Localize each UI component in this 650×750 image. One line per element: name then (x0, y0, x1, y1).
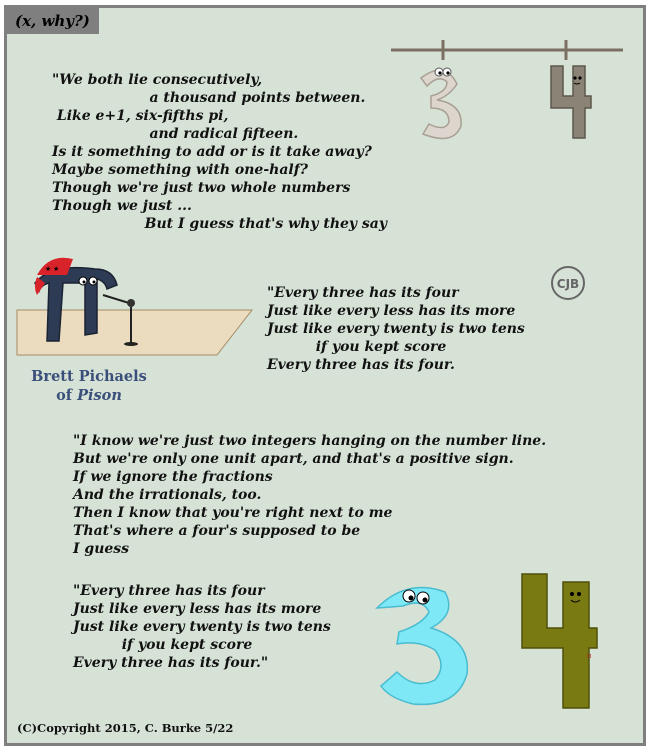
lyrics-chorus-1: "Every three has its four Just like every less has its more Just like every twenty is two tens if you kept score Every three has its four. (267, 285, 525, 373)
author-logo (549, 264, 587, 302)
lyrics-chorus-2: "Every three has its four Just like every less has its more Just like every twenty is two tens if you kept score Every three has its four." (73, 583, 331, 671)
comic-panel (4, 5, 646, 746)
svg-text:★ ★: ★ ★ (45, 265, 60, 273)
lyrics-stanza-1: "We both lie consecutively, a thousand points between. Like e+1, six-fifths pi, and radical fifteen. Is it something to add or is it take away? Maybe something with one-half? Though we're just two whole numbers Though we just ... But I guess that's why they say (52, 72, 388, 232)
lyrics-stanza-2: "I know we're just two integers hanging on the number line. But we're only one unit apart, and that's a positive sign. If we ignore the fractions And the irrationals, too. Then I know that you're right next to me That's where a four's supposed to be I guess (73, 433, 547, 557)
number-line-illustration (391, 38, 631, 138)
comic-title-tag: (x, why?) (7, 8, 99, 34)
logo-text: CJB (556, 277, 580, 291)
copyright-notice: (C)Copyright 2015, C. Burke 5/22 (17, 721, 234, 735)
singer-caption (19, 367, 159, 405)
big-three-four-illustration (367, 568, 617, 718)
svg-text:H: H (587, 654, 592, 660)
singer-place: Pison (77, 387, 122, 404)
stage-illustration (7, 255, 267, 365)
singer-name: Brett Pichaels (31, 368, 147, 385)
singer-of: of (56, 387, 73, 404)
